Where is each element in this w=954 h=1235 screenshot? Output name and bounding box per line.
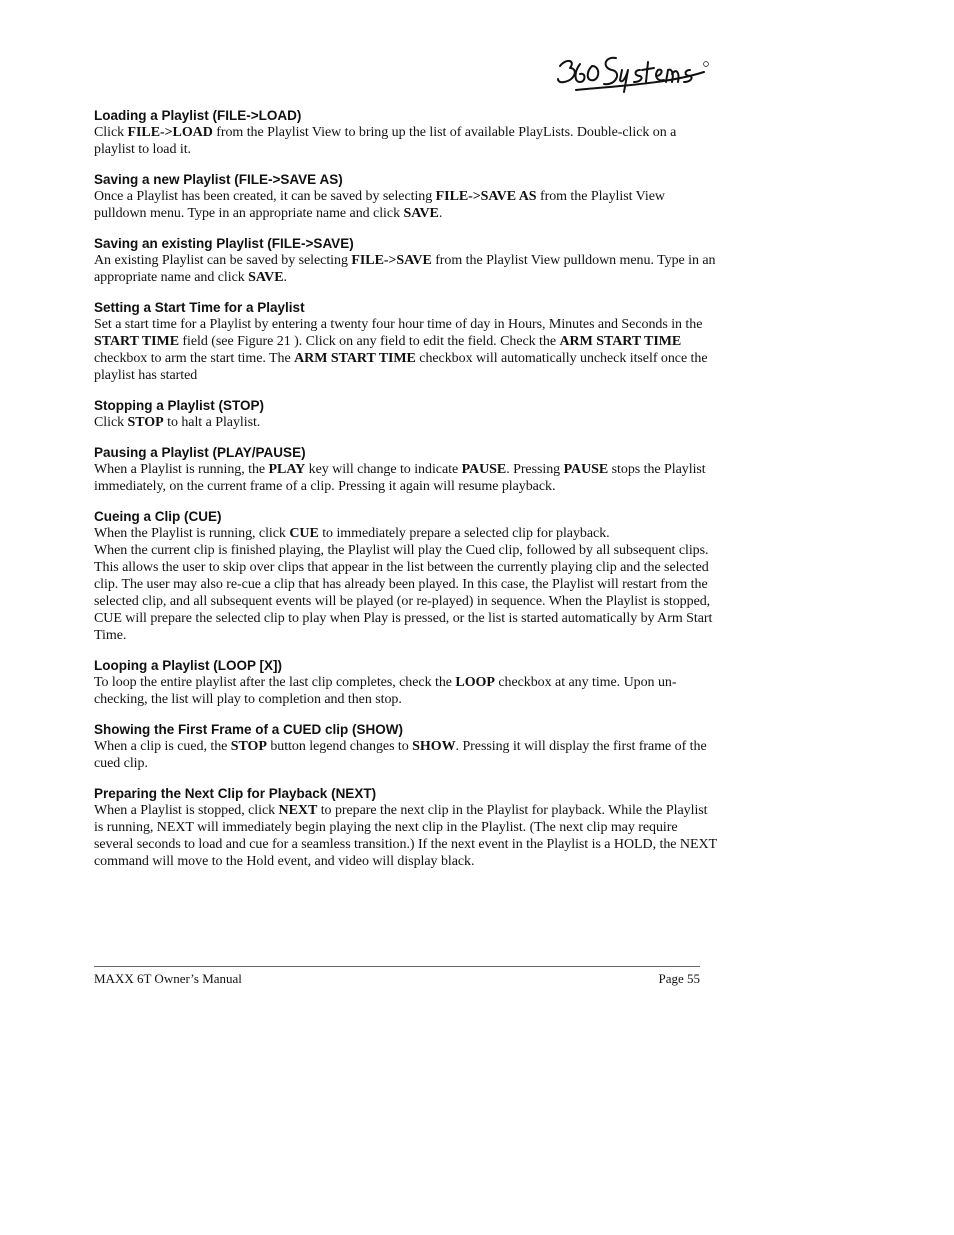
- section-heading: Loading a Playlist (FILE->LOAD): [94, 108, 302, 123]
- section-heading: Stopping a Playlist (STOP): [94, 398, 265, 413]
- footer-rule: [94, 966, 700, 967]
- text-run: from the Playlist View pulldown menu. Type in an appropriate name and click: [94, 189, 665, 221]
- section-paragraph: [94, 124, 719, 158]
- text-run: . Pressing: [506, 462, 564, 477]
- section-heading: Showing the First Frame of a CUED clip (SHOW): [94, 722, 404, 737]
- text-run: To loop the entire playlist after the last clip completes, check the: [94, 675, 456, 690]
- bold-term: PAUSE: [563, 462, 609, 477]
- bold-term: SHOW: [412, 739, 456, 754]
- section: [94, 657, 719, 708]
- document-body: [94, 107, 719, 883]
- text-run: Click: [94, 415, 128, 430]
- text-run: An existing Playlist can be saved by selecting: [94, 253, 352, 268]
- text-run: to halt a Playlist.: [163, 415, 261, 430]
- text-run: field (see Figure 21 ). Click on any field to edit the field. Check the: [178, 334, 560, 349]
- bold-term: PLAY: [268, 462, 306, 477]
- text-run: checkbox at any time. Upon un-checking, the list will play to completion and then stop.: [94, 675, 677, 707]
- section: [94, 785, 719, 870]
- text-run: from the Playlist View pulldown menu. Type in an appropriate name and click: [94, 253, 716, 285]
- bold-term: FILE->SAVE AS: [435, 189, 537, 204]
- section: [94, 299, 719, 384]
- text-run: Set a start time for a Playlist by entering a twenty four hour time of day in Hours, Minutes and Seconds in the: [94, 317, 703, 332]
- section: [94, 721, 719, 772]
- section-heading: Saving a new Playlist (FILE->SAVE AS): [94, 172, 343, 187]
- text-run: stops the Playlist immediately, on the current frame of a clip. Pressing it again will resume playback.: [94, 462, 706, 494]
- bold-term: CUE: [289, 526, 319, 541]
- bold-term: START TIME: [94, 334, 179, 349]
- section-paragraph: [94, 738, 719, 772]
- text-run: When a Playlist is stopped, click: [94, 803, 279, 818]
- section-paragraph: [94, 252, 719, 286]
- bold-term: FILE->LOAD: [127, 125, 213, 140]
- text-run: When the current clip is finished playing, the Playlist will play the Cued clip, followed by all subsequent clips. This allows the user to skip over clips that appear in the list between the currently playing clip and the selected clip. The user may also re-cue a clip that has already been played. In this case, the Playlist will restart from the selected clip, and all subsequent events will be played (or re-played) in sequence. When the Playlist is stopped, CUE will prepare the selected clip to play when Play is pressed, or the list is started automatically by Arm Start Time.: [94, 543, 713, 643]
- text-run: key will change to indicate: [305, 462, 462, 477]
- section: [94, 444, 719, 495]
- text-run: to prepare the next clip in the Playlist for playback. While the Playlist is running, NEXT will immediately begin playing the next clip in the Playlist. (The next clip may require several seconds to load and cue for a seamless transition.) If the next event in the Playlist is a HOLD, the NEXT command will move to the Hold event, and video will display black.: [94, 803, 717, 869]
- text-run: When the Playlist is running, click: [94, 526, 290, 541]
- section-paragraph: [94, 188, 719, 222]
- section-heading: Setting a Start Time for a Playlist: [94, 300, 305, 315]
- text-run: from the Playlist View to bring up the list of available PlayLists. Double-click on a playlist to load it.: [94, 125, 677, 157]
- bold-term: ARM START TIME: [559, 334, 682, 349]
- bold-term: FILE->SAVE: [351, 253, 432, 268]
- bold-term: ARM START TIME: [294, 351, 416, 366]
- text-run: . Pressing it will display the first frame of the cued clip.: [94, 739, 707, 771]
- section-heading: Looping a Playlist (LOOP [X]): [94, 658, 283, 673]
- section-paragraph: [94, 525, 719, 644]
- registered-mark-icon: [704, 62, 709, 67]
- bold-term: LOOP: [455, 675, 495, 690]
- bold-term: SAVE: [403, 206, 439, 221]
- section-heading: Cueing a Clip (CUE): [94, 509, 222, 524]
- text-run: .: [283, 270, 287, 285]
- section-paragraph: [94, 674, 719, 708]
- footer-manual-title: MAXX 6T Owner’s Manual: [94, 971, 242, 986]
- section: [94, 107, 719, 158]
- text-run: to immediately prepare a selected clip for playback.: [318, 526, 610, 541]
- section: [94, 508, 719, 644]
- text-run: Click: [94, 125, 128, 140]
- text-run: button legend changes to: [266, 739, 413, 754]
- bold-term: NEXT: [278, 803, 318, 818]
- text-run: .: [438, 206, 443, 221]
- bold-term: STOP: [127, 415, 164, 430]
- text-run: checkbox will automatically uncheck itself once the playlist has started: [94, 351, 708, 383]
- bold-term: SAVE: [248, 270, 284, 285]
- section: [94, 171, 719, 222]
- section-paragraph: [94, 316, 719, 384]
- section-heading: Pausing a Playlist (PLAY/PAUSE): [94, 445, 306, 460]
- section-heading: Preparing the Next Clip for Playback (NEXT): [94, 786, 377, 801]
- section-paragraph: [94, 414, 719, 431]
- bold-term: STOP: [230, 739, 267, 754]
- company-logo: [556, 50, 712, 94]
- text-run: When a clip is cued, the: [94, 739, 231, 754]
- section-heading: Saving an existing Playlist (FILE->SAVE): [94, 236, 354, 251]
- section-paragraph: [94, 461, 719, 495]
- section: [94, 397, 719, 431]
- section: [94, 235, 719, 286]
- footer-page-number: Page 55: [658, 971, 700, 986]
- text-run: When a Playlist is running, the: [94, 462, 269, 477]
- bold-term: PAUSE: [461, 462, 507, 477]
- section-paragraph: [94, 802, 719, 870]
- text-run: Once a Playlist has been created, it can be saved by selecting: [94, 189, 436, 204]
- text-run: checkbox to arm the start time. The: [94, 351, 295, 366]
